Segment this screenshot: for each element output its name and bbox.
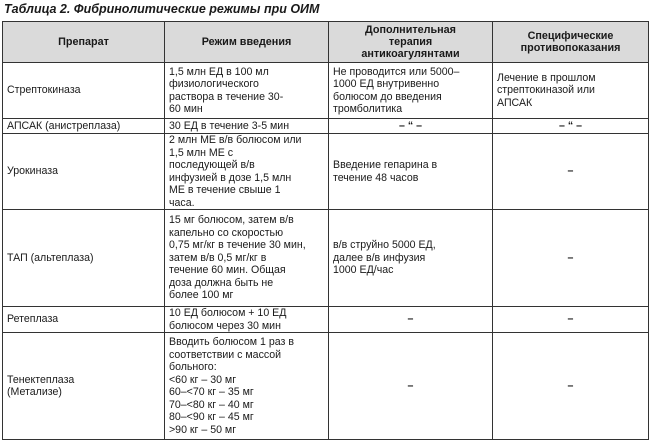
table-row bbox=[3, 119, 649, 134]
anticoagulant-cell: – “ – bbox=[329, 119, 493, 134]
regimen-cell: 15 мг болюсом, затем в/в капельно со скоростью 0,75 мг/кг в течение 30 мин, затем в/в 0,5 мг/кг в течение 60 мин. Общая доза должна быть не более 100 мг bbox=[165, 210, 329, 307]
table-row bbox=[3, 134, 649, 210]
contraindication-cell: – bbox=[493, 210, 649, 307]
regimen-cell: 30 ЕД в течение 3-5 мин bbox=[165, 119, 329, 134]
table-row bbox=[3, 307, 649, 333]
anticoagulant-cell: в/в струйно 5000 ЕД, далее в/в инфузия 1000 ЕД/час bbox=[329, 210, 493, 307]
drug-name-cell: АПСАК (анистреплаза) bbox=[3, 119, 165, 134]
anticoagulant-cell: Введение гепарина в течение 48 часов bbox=[329, 134, 493, 210]
header-contraindications: Специфические противопоказания bbox=[493, 22, 649, 63]
contraindication-cell: – bbox=[493, 333, 649, 440]
table-row bbox=[3, 210, 649, 307]
table-row bbox=[3, 333, 649, 440]
table-header-row bbox=[3, 22, 649, 63]
regimen-cell: 2 млн МЕ в/в болюсом или 1,5 млн МЕ с последующей в/в инфузией в дозе 1,5 млн МЕ в течение свыше 1 часа. bbox=[165, 134, 329, 210]
drug-name-cell: Стрептокиназа bbox=[3, 63, 165, 119]
contraindication-cell: – “ – bbox=[493, 119, 649, 134]
regimen-cell: 10 ЕД болюсом + 10 ЕД болюсом через 30 мин bbox=[165, 307, 329, 333]
contraindication-cell: Лечение в прошлом стрептокиназой или АПСАК bbox=[493, 63, 649, 119]
drug-name-cell: Урокиназа bbox=[3, 134, 165, 210]
table-caption: Таблица 2. Фибринолитические режимы при ОИМ bbox=[4, 2, 320, 16]
header-regimen: Режим введения bbox=[165, 22, 329, 63]
anticoagulant-cell: Не проводится или 5000– 1000 ЕД внутривенно болюсом до введения тромболитика bbox=[329, 63, 493, 119]
drug-name-cell: Ретеплаза bbox=[3, 307, 165, 333]
drug-name-cell: Тенектеплаза (Метализе) bbox=[3, 333, 165, 440]
regimen-cell: Вводить болюсом 1 раз в соответствии с массой больного: <60 кг – 30 мг 60–<70 кг – 35 мг 70–<80 кг – 40 мг 80–<90 кг – 45 мг >90 кг – 50 мг bbox=[165, 333, 329, 440]
header-drug: Препарат bbox=[3, 22, 165, 63]
table-row bbox=[3, 63, 649, 119]
anticoagulant-cell: – bbox=[329, 333, 493, 440]
contraindication-cell: – bbox=[493, 134, 649, 210]
fibrinolytic-regimens-table bbox=[2, 21, 649, 440]
contraindication-cell: – bbox=[493, 307, 649, 333]
header-anticoagulant-therapy: Дополнительная терапия антикоагулянтами bbox=[329, 22, 493, 63]
drug-name-cell: ТАП (альтеплаза) bbox=[3, 210, 165, 307]
anticoagulant-cell: – bbox=[329, 307, 493, 333]
regimen-cell: 1,5 млн ЕД в 100 мл физиологического раствора в течение 30- 60 мин bbox=[165, 63, 329, 119]
